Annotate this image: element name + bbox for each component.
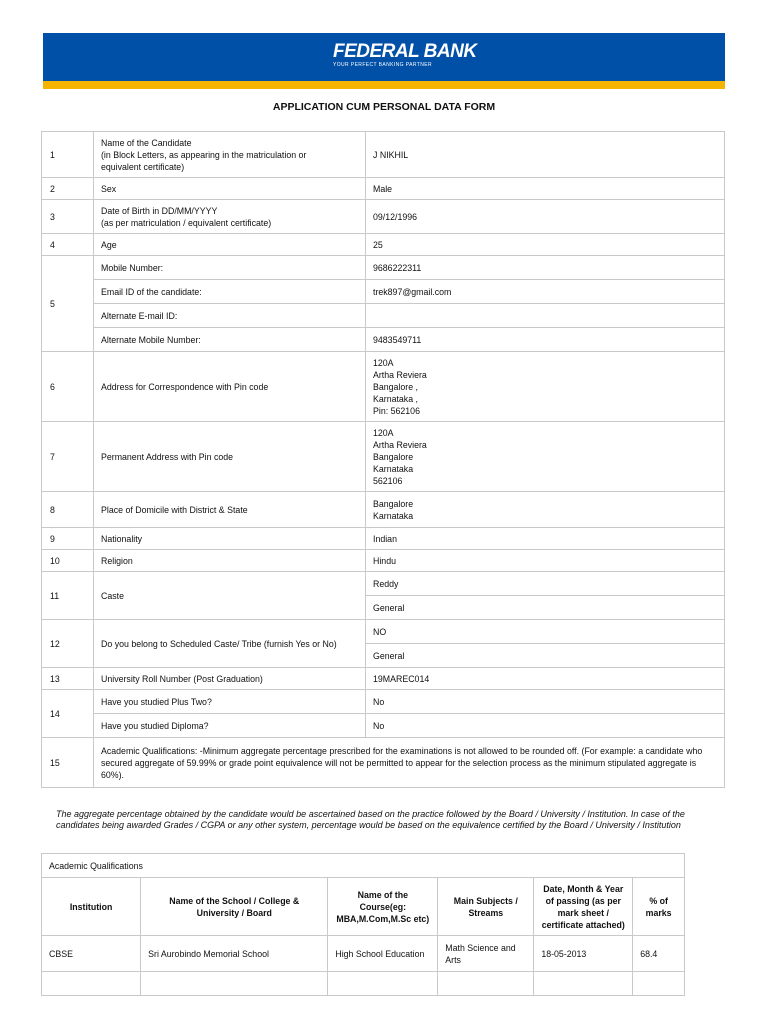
field-value: Male [366,178,725,200]
column-header: % of marks [633,878,685,936]
form-row [42,352,725,422]
form-row [42,256,725,280]
academic-header-row [42,878,685,936]
row-number: 13 [42,668,94,690]
row-number: 14 [42,690,94,738]
form-row [42,690,725,714]
form-row [42,234,725,256]
field-label: Date of Birth in DD/MM/YYYY (as per matriculation / equivalent certificate) [94,200,366,234]
column-header: Name of the School / College & University / Board [141,878,328,936]
row-number: 10 [42,550,94,572]
form-row [42,492,725,528]
field-label: Have you studied Plus Two? [94,690,366,714]
field-label: Alternate Mobile Number: [94,328,366,352]
column-header: Main Subjects / Streams [438,878,534,936]
field-value: 9483549711 [366,328,725,352]
row-number: 15 [42,738,94,788]
field-label: Place of Domicile with District & State [94,492,366,528]
form-row [42,132,725,178]
row-number: 11 [42,572,94,620]
table-cell: Math Science and Arts [438,936,534,972]
field-label: Age [94,234,366,256]
table-cell: 18-05-2013 [534,936,633,972]
field-label: Caste [94,572,366,620]
row-number: 6 [42,352,94,422]
table-cell-empty [328,972,438,996]
field-label: Do you belong to Scheduled Caste/ Tribe (furnish Yes or No) [94,620,366,668]
form-row [42,550,725,572]
table-cell-empty [141,972,328,996]
academic-qualifications-table [41,853,685,996]
field-label: Name of the Candidate (in Block Letters, as appearing in the matriculation or equivalent certificate) [94,132,366,178]
column-header: Date, Month & Year of passing (as per mark sheet / certificate attached) [534,878,633,936]
form-row [42,422,725,492]
field-label: Nationality [94,528,366,550]
field-label: Permanent Address with Pin code [94,422,366,492]
field-value: trek897@gmail.com [366,280,725,304]
form-row [42,738,725,788]
academic-qualifications-instruction: Academic Qualifications: -Minimum aggregate percentage prescribed for the examinations is not allowed to be rounded off. (For example: a candidate who secured aggregate of 59.99% or grade point equivalence will not be permitted to appear for the selection process as the minimum stipulated aggregate is 60%). [94,738,725,788]
field-label: Sex [94,178,366,200]
table-cell-empty [633,972,685,996]
form-row [42,668,725,690]
row-number: 12 [42,620,94,668]
form-title: APPLICATION CUM PERSONAL DATA FORM [272,101,496,113]
field-value: Hindu [366,550,725,572]
table-cell: 68.4 [633,936,685,972]
row-number: 1 [42,132,94,178]
row-number: 2 [42,178,94,200]
field-label: Mobile Number: [94,256,366,280]
bank-logo [333,42,477,68]
field-value: Indian [366,528,725,550]
personal-data-table [41,131,725,788]
table-cell: High School Education [328,936,438,972]
table-cell-empty [534,972,633,996]
field-value: 25 [366,234,725,256]
field-value: 120A Artha Reviera Bangalore Karnataka 562106 [366,422,725,492]
row-number: 3 [42,200,94,234]
field-value: 9686222311 [366,256,725,280]
academic-caption-row [42,854,685,878]
field-value: No [366,714,725,738]
field-value: NO [366,620,725,644]
form-row [42,328,725,352]
field-label: Email ID of the candidate: [94,280,366,304]
form-row [42,572,725,596]
form-row [42,304,725,328]
form-row [42,714,725,738]
form-row [42,178,725,200]
field-value: Reddy [366,572,725,596]
aggregate-note: The aggregate percentage obtained by the candidate would be ascertained based on the practice followed by the Board / University / Institution. In case of the candidates being awarded Grades / CGPA or any other system, percentage would be based on the equivalence certified by the Board / University / Institution [56,809,685,830]
field-label: Have you studied Diploma? [94,714,366,738]
column-header: Name of the Course(eg: MBA,M.Com,M.Sc etc) [328,878,438,936]
academic-caption: Academic Qualifications [42,854,685,878]
column-header: Institution [42,878,141,936]
field-label: Religion [94,550,366,572]
form-row [42,528,725,550]
form-row [42,620,725,644]
table-cell: CBSE [42,936,141,972]
field-value: 120A Artha Reviera Bangalore , Karnataka , Pin: 562106 [366,352,725,422]
row-number: 7 [42,422,94,492]
row-number: 5 [42,256,94,352]
row-number: 9 [42,528,94,550]
field-label: Address for Correspondence with Pin code [94,352,366,422]
field-value: No [366,690,725,714]
form-row [42,280,725,304]
field-value: General [366,596,725,620]
table-row-empty [42,972,685,996]
field-label: University Roll Number (Post Graduation) [94,668,366,690]
field-value: J NIKHIL [366,132,725,178]
table-cell-empty [438,972,534,996]
field-label: Alternate E-mail ID: [94,304,366,328]
table-row [42,936,685,972]
field-value: 19MAREC014 [366,668,725,690]
field-value: Bangalore Karnataka [366,492,725,528]
form-row [42,200,725,234]
row-number: 8 [42,492,94,528]
field-value: General [366,644,725,668]
row-number: 4 [42,234,94,256]
table-cell: Sri Aurobindo Memorial School [141,936,328,972]
field-value: 09/12/1996 [366,200,725,234]
header-banner [43,33,725,89]
bank-name: FEDERAL BANK [333,41,477,62]
bank-tagline: YOUR PERFECT BANKING PARTNER [333,62,432,68]
table-cell-empty [42,972,141,996]
field-value [366,304,725,328]
